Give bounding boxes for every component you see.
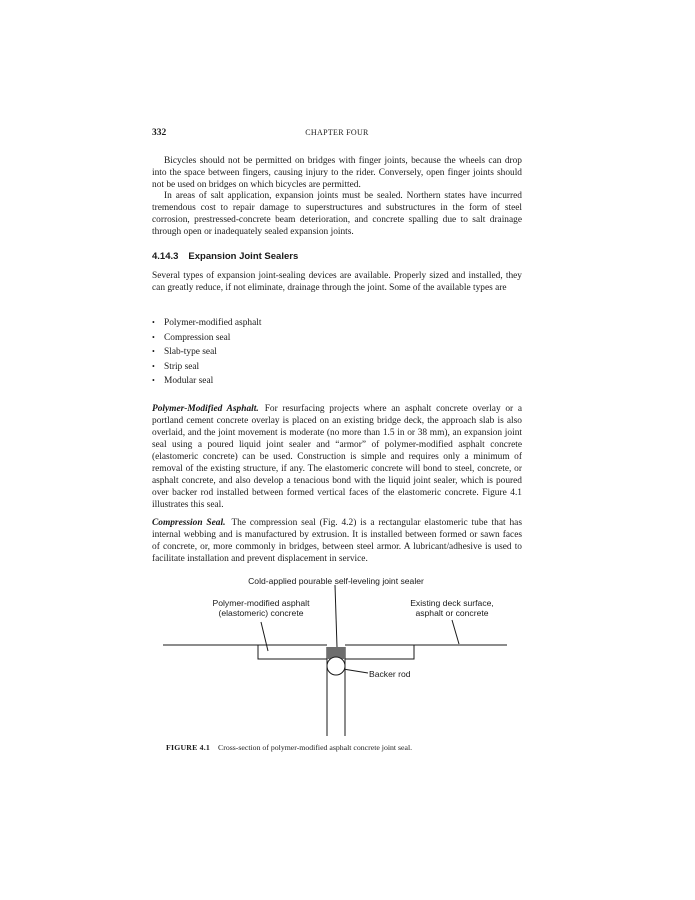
polymer-heading: Polymer-Modified Asphalt. [152, 404, 259, 414]
leader-top [335, 585, 337, 647]
bullet-icon: • [152, 347, 155, 357]
label-polymer-concrete-2: (elastomeric) concrete [218, 608, 304, 618]
bullet-icon: • [152, 361, 155, 371]
leader-backer [343, 669, 368, 673]
leader-left [261, 622, 268, 651]
compression-body: The compression seal (Fig. 4.2) is a rectangular elastomeric tube that has internal webbing and is manufactured by extrusion. It is installed between formed or sawn faces of concrete, or, more commonly in bridges, between steel armor. A lubricant/adhesive is used to facilitate installation and prevent displacement in service. [152, 518, 522, 564]
leader-right [452, 620, 459, 644]
paragraph-bicycles: Bicycles should not be permitted on bridges with finger joints, because the wheels can drop into the space between fingers, causing injury to the rider. Conversely, open finger joints should not be used on bridges on which bicycles are permitted. [152, 156, 522, 190]
label-deck-surface-2: asphalt or concrete [415, 608, 489, 618]
section-intro: Several types of expansion joint-sealing devices are available. Properly sized and installed, they can greatly reduce, if not eliminate, drainage through the joint. Some of the available types are [152, 271, 522, 293]
figure-caption-text: Cross-section of polymer-modified asphalt concrete joint seal. [218, 743, 413, 752]
section-title: Expansion Joint Sealers [188, 251, 299, 262]
label-polymer-concrete-1: Polymer-modified asphalt [212, 598, 310, 608]
elastomeric-concrete-left [258, 645, 327, 659]
paragraph-salt: In areas of salt application, expansion joints must be sealed. Northern states have incurred tremendous cost to repair damage to superstructures and substructures in the form of steel corrosion, prestressed-concrete beam deterioration, and concrete spalling due to salt drainage through open or inadequately sealed expansion joints. [152, 191, 522, 237]
section-number: 4.14.3 [152, 251, 179, 262]
elastomeric-concrete-right [345, 645, 414, 659]
list-item-text: Strip seal [164, 361, 200, 372]
figure-number: FIGURE 4.1 [166, 743, 211, 752]
bullet-icon: • [152, 332, 155, 342]
list-item-text: Compression seal [164, 332, 231, 343]
label-backer-rod: Backer rod [369, 669, 411, 679]
list-item-text: Polymer-modified asphalt [164, 318, 262, 328]
chapter-title: CHAPTER FOUR [305, 128, 369, 137]
label-joint-sealer: Cold-applied pourable self-leveling joint sealer [248, 576, 424, 586]
bullet-icon: • [152, 318, 155, 327]
page-number: 332 [152, 128, 167, 138]
compression-heading: Compression Seal. [152, 518, 226, 528]
bullet-icon: • [152, 376, 155, 386]
label-deck-surface-1: Existing deck surface, [410, 598, 494, 608]
list-item-text: Modular seal [164, 376, 214, 387]
polymer-body: For resurfacing projects where an asphalt concrete overlay or a portland cement concrete overlay is placed on an existing bridge deck, the approach slab is also overlaid, and the joint movement is moderate (no more than 1.5 in or 38 mm), an expansion joint seal using a poured liquid joint sealer and “armor” of polymer-modified asphalt concrete (elastomeric concrete) can be used. Construction is simple and requires only a minimum of removal of the existing structure, if any. The elastomeric concrete will bond to steel, concrete, or asphalt concrete, and also develop a tenacious bond with the liquid joint sealer, which is poured over backer rod installed between formed vertical faces of the elastomeric concrete. Figure 4.1 illustrates this seal. [152, 404, 523, 510]
backer-rod-icon [327, 657, 345, 675]
figure-caption [166, 743, 412, 752]
list-item-text: Slab-type seal [164, 347, 217, 358]
